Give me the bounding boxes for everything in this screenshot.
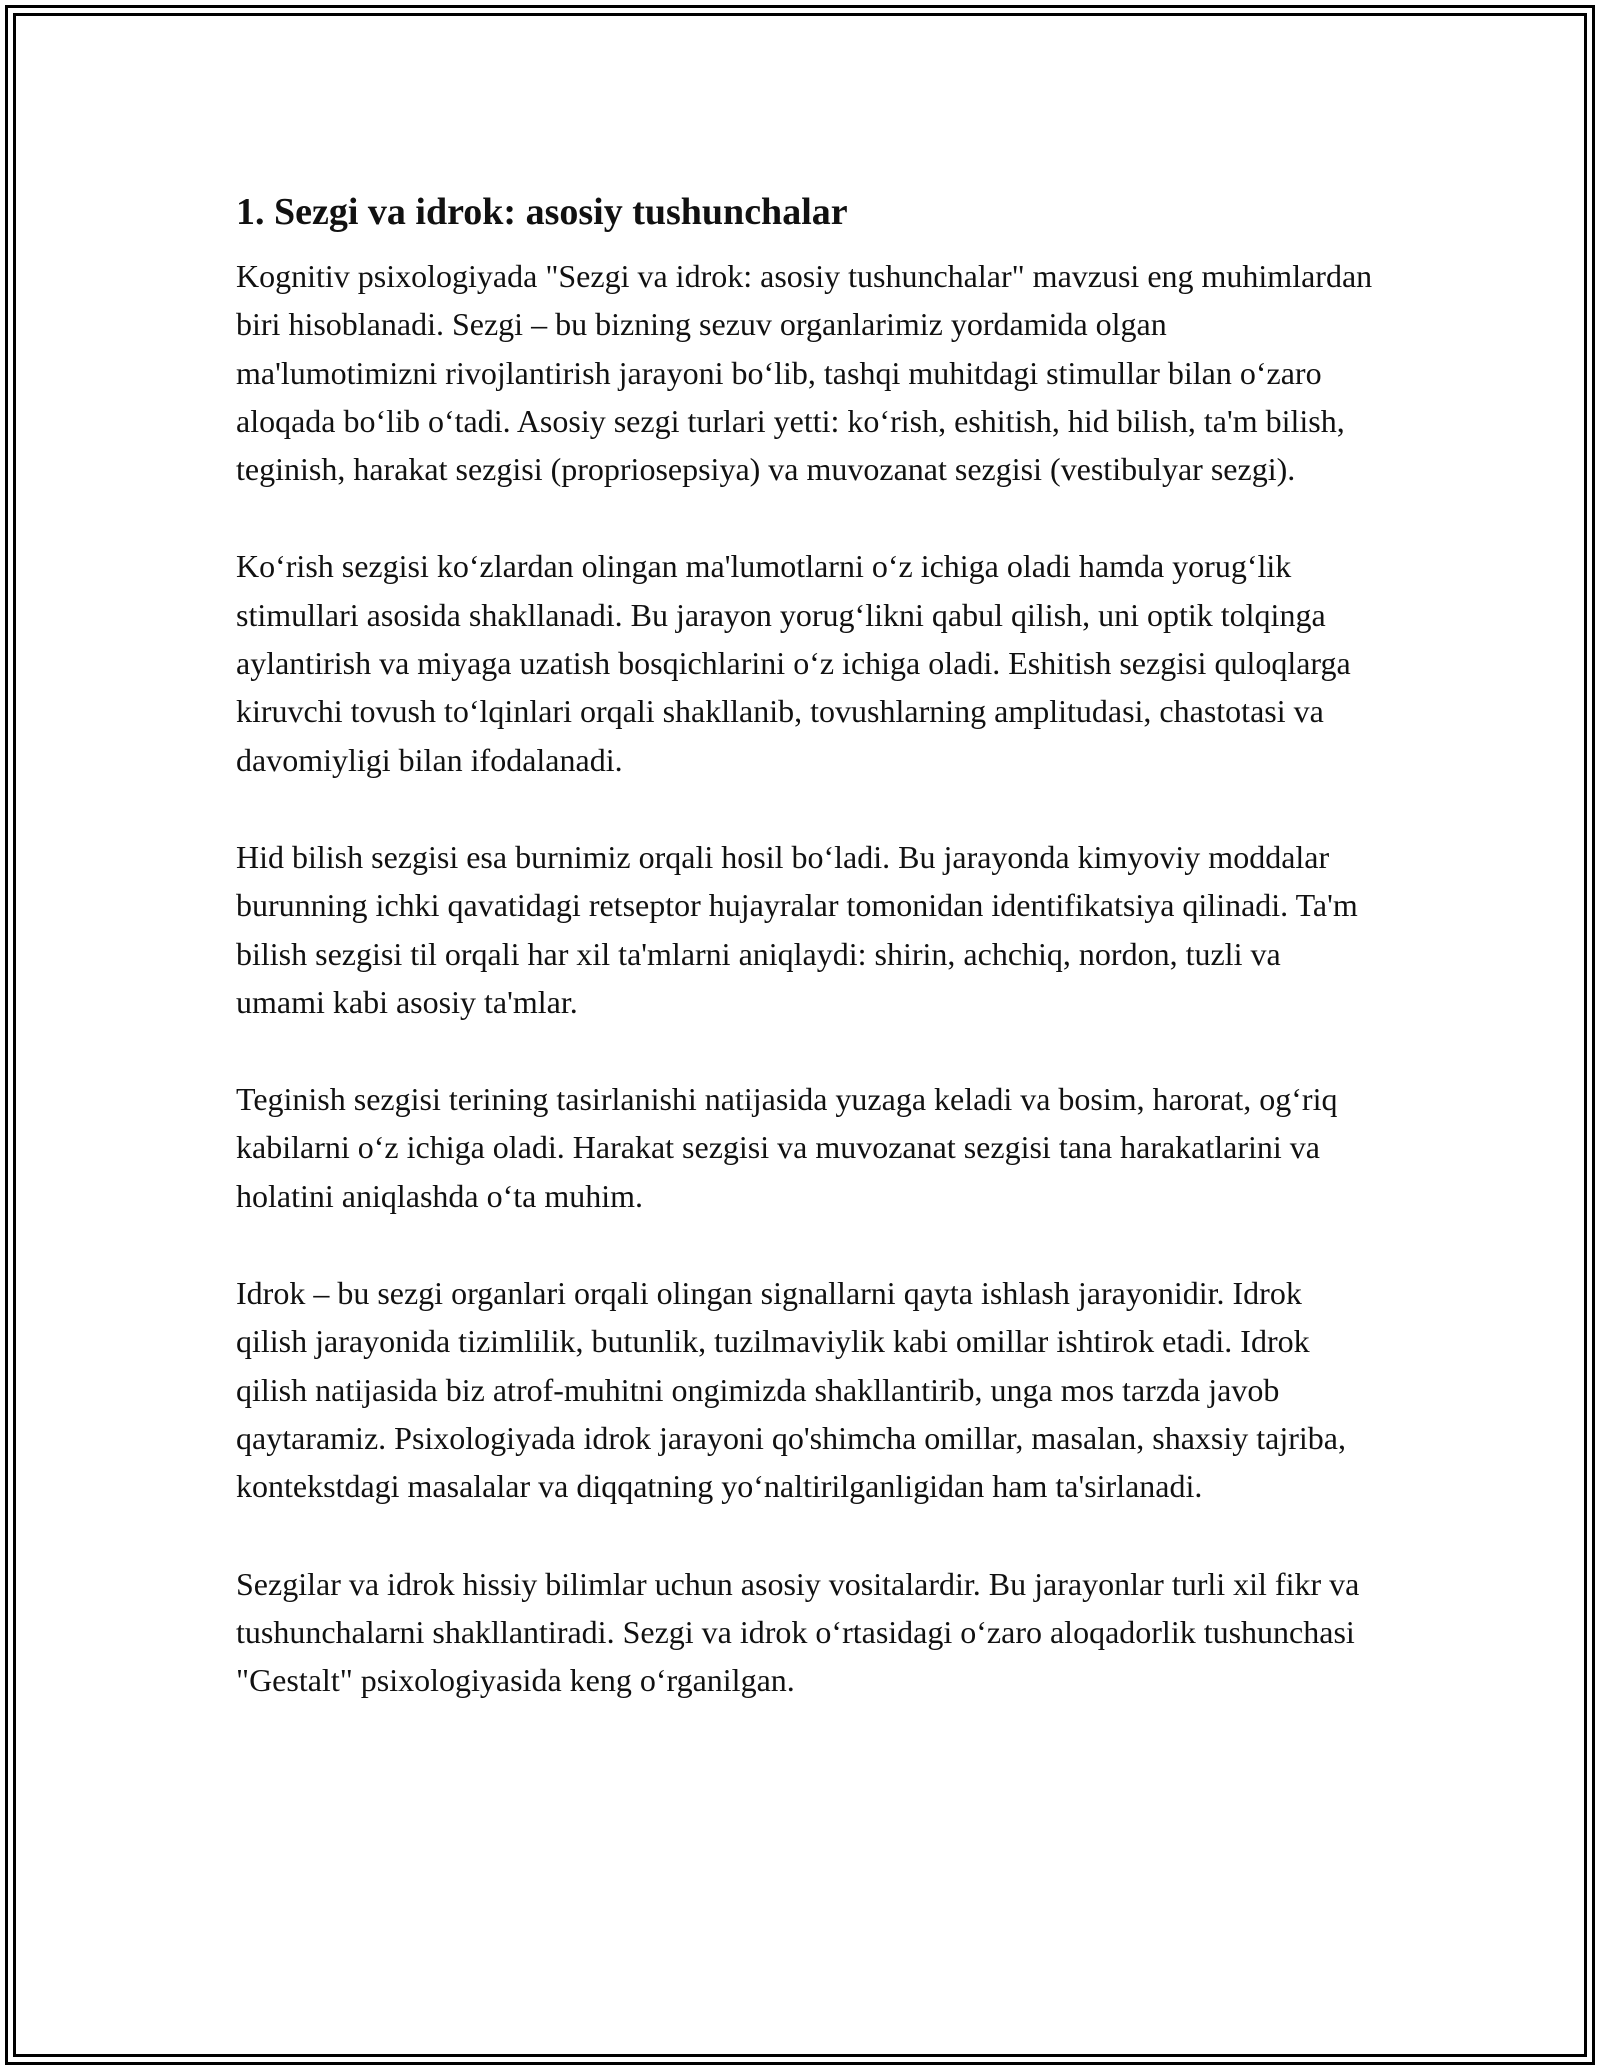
paragraph-hid-tam: Hid bilish sezgisi esa burnimiz orqali hosil bo‘ladi. Bu jarayonda kimyoviy moddalar burunning ichki qavatidagi retseptor hujayralar tomonidan identifikatsiya qilinadi. Ta'm bilish sezgisi til orqali har xil ta'mlarni aniqlaydi: shirin, achchiq, nordon, tuzli va umami kabi asosiy ta'mlar. bbox=[236, 838, 1358, 1020]
paragraph-xulosa: Sezgilar va idrok hissiy bilimlar uchun asosiy vositalardir. Bu jarayonlar turli xil fikr va tushunchalarni shakllantiradi. Sezgi va idrok o‘rtasidagi o‘zaro aloqadorlik tushunchasi "Gestalt" psixologiyasida keng o‘rganilgan. bbox=[236, 1565, 1360, 1699]
paragraph-korish-eshitish: Ko‘rish sezgisi ko‘zlardan olingan ma'lumotlarni o‘z ichiga oladi hamda yorug‘lik stimullari asosida shakllanadi. Bu jarayon yorug‘likni qabul qilish, uni optik tolqinga aylantirish va miyaga uzatish bosqichlarini o‘z ichiga oladi. Eshitish sezgisi quloqlarga kiruvchi tovush to‘lqinlari orqali shakllanib, tovushlarning amplitudasi, chastotasi va davomiyligi bilan ifodalanadi. bbox=[236, 548, 1351, 778]
paragraph-teginish: Teginish sezgisi terining tasirlanishi natijasida yuzaga keladi va bosim, harorat, og‘riq kabilarni o‘z ichiga oladi. Harakat sezgisi va muvozanat sezgisi tana harakatlarini va holatini aniqlashda o‘ta muhim. bbox=[236, 1081, 1338, 1214]
document-body bbox=[236, 186, 1376, 1753]
paragraph-sezgi-intro: Kognitiv psixologiyada "Sezgi va idrok: asosiy tushunchalar" mavzusi eng muhimlardan biri hisoblanadi. Sezgi – bu bizning sezuv organlarimiz yordamida olgan ma'lumotimizni rivojlantirish jarayoni bo‘lib, tashqi muhitdagi stimullar bilan o‘zaro aloqada bo‘lib o‘tadi. Asosiy sezgi turlari yetti: ko‘rish, eshitish, hid bilish, ta'm bilish, teginish, harakat sezgisi (propriosepsiya) va muvozanat sezgisi (vestibulyar sezgi). bbox=[236, 258, 1373, 488]
section-title: 1. Sezgi va idrok: asosiy tushunchalar bbox=[236, 191, 848, 233]
paragraph-idrok: Idrok – bu sezgi organlari orqali olingan signallarni qayta ishlash jarayonidir. Idrok qilish jarayonida tizimlilik, butunlik, tuzilmaviylik kabi omillar ishtirok etadi. Idrok qilish natijasida biz atrof-muhitni ongimizda shakllantirib, unga mos tarzda javob qaytaramiz. Psixologiyada idrok jarayoni qo'shimcha omillar, masalan, shaxsiy tajriba, kontekstdagi masalalar va diqqatning yo‘naltirilganligidan ham ta'sirlanadi. bbox=[236, 1275, 1346, 1505]
